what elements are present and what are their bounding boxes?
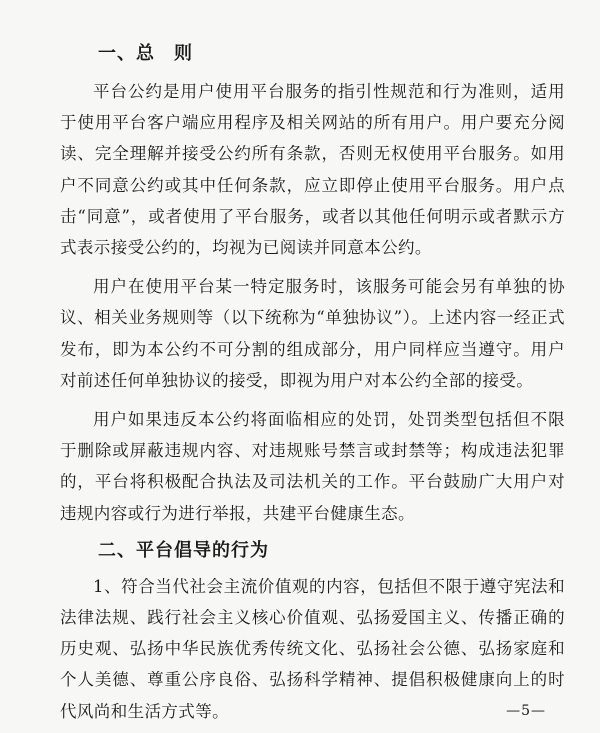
paragraph: 用户如果违反本公约将面临相应的处罚，处罚类型包括但不限于删除或屏蔽违规内容、对违规账号禁言或封禁等；构成违法犯罪的，平台将积极配合执法及司法机关的工作。平台鼓励广大用户对违规内容或行为进行举报，共建平台健康生态。 [60,410,565,523]
paragraph: 用户在使用平台某一特定服务时，该服务可能会另有单独的协议、相关业务规则等（以下统称为“单独协议”）。上述内容一经正式发布，即为本公约不可分割的组成部分，用户同样应当遵守。用户对前述任何单独协议的接受，即视为用户对本公约全部的接受。 [60,277,565,390]
paragraph: 1、符合当代社会主流价值观的内容，包括但不限于遵守宪法和法律法规、践行社会主义核心价值观、弘扬爱国主义、传播正确的历史观、弘扬中华民族优秀传统文化、弘扬社会公德、弘扬家庭和个人美德、尊重公序良俗、弘扬科学精神、提倡积极健康向上的时代风尚和生活方式等。 [60,576,565,721]
section-heading-encouraged-behavior: 二、平台倡导的行为 [98,539,269,561]
document-body [60,38,565,727]
paragraph: 平台公约是用户使用平台服务的指引性规范和行为准则，适用于使用平台客户端应用程序及相关网站的所有用户。用户要充分阅读、完全理解并接受公约所有条款，否则无权使用平台服务。如用户不同意公约或其中任何条款，应立即停止使用平台服务。用户点击“同意”，或者使用了平台服务，或者以其他任何明示或者默示方式表示接受公约的，均视为已阅读并同意本公约。 [60,82,565,258]
section-heading-general: 一、总 则 [98,43,193,64]
page-number: —5— [506,703,546,719]
